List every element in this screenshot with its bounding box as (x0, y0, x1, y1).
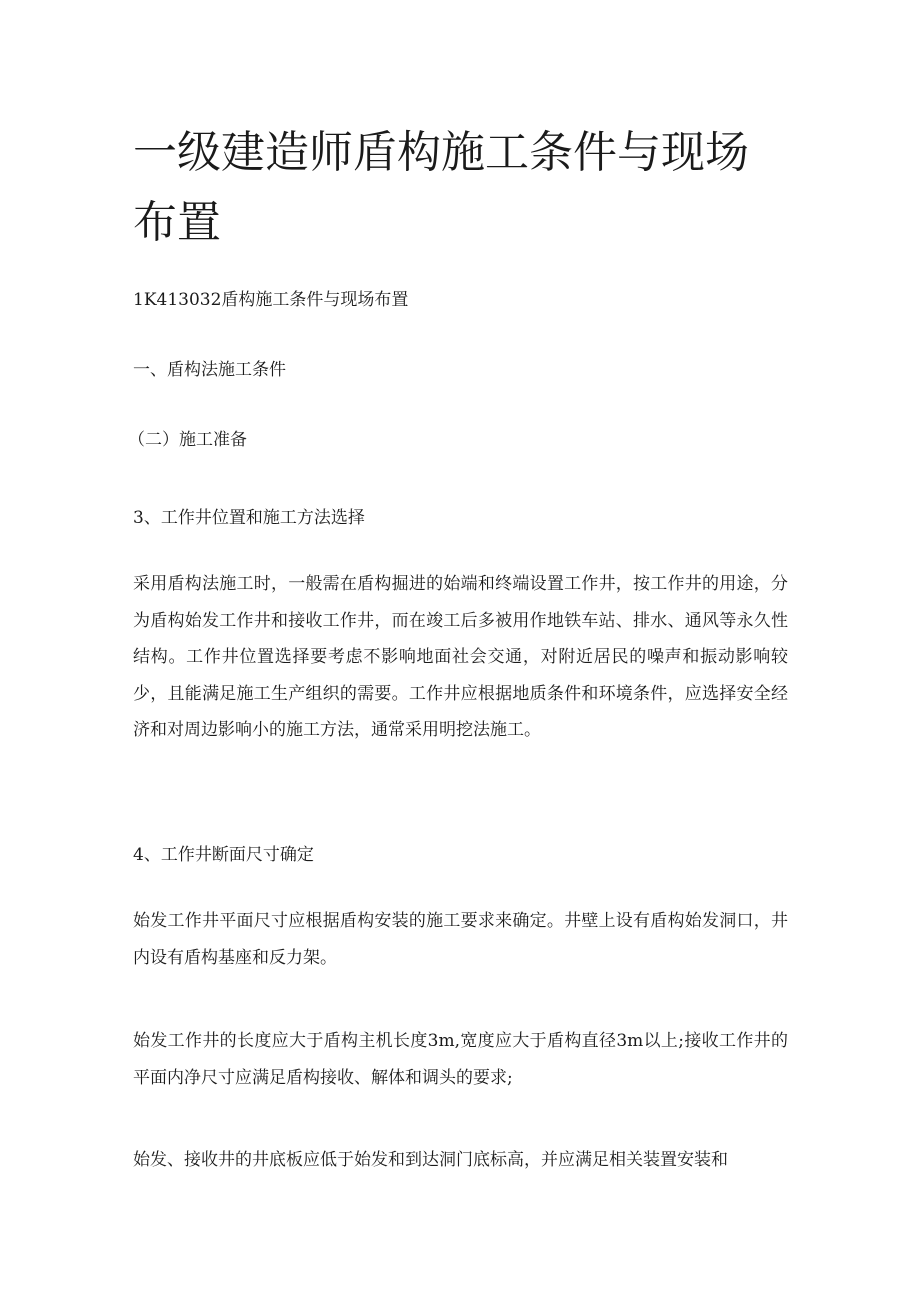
item-3-heading: 3、工作井位置和施工方法选择 (133, 508, 365, 528)
subsection-heading: （二）施工准备 (128, 430, 247, 450)
item-4-paragraph-1: 始发工作井平面尺寸应根据盾构安装的施工要求来确定。井壁上设有盾构始发洞口，井内设有盾构基座和反力架。 (133, 911, 788, 968)
item-4-paragraph-2: 始发工作井的长度应大于盾构主机长度3m,宽度应大于盾构直径3m以上;接收工作井的平面内净尺寸应满足盾构接收、解体和调头的要求; (133, 1031, 788, 1088)
document-title: 一级建造师盾构施工条件与现场布置 (133, 127, 749, 248)
section-heading: 一、盾构法施工条件 (133, 360, 286, 380)
code-heading: 1K413032盾构施工条件与现场布置 (133, 290, 409, 310)
item-4-paragraph-3: 始发、接收井的井底板应低于始发和到达洞门底标高，并应满足相关装置安装和 (133, 1150, 728, 1170)
item-4-heading: 4、工作井断面尺寸确定 (133, 845, 314, 865)
item-3-paragraph: 采用盾构法施工时，一般需在盾构掘进的始端和终端设置工作井，按工作井的用途，分为盾构始发工作井和接收工作井，而在竣工后多被用作地铁车站、排水、通风等永久性结构。工作井位置选择要考虑不影响地面社会交通，对附近居民的噪声和振动影响较少，且能满足施工生产组织的需要。工作井应根据地质条件和环境条件，应选择安全经济和对周边影响小的施工方法，通常采用明挖法施工。 (133, 574, 788, 740)
